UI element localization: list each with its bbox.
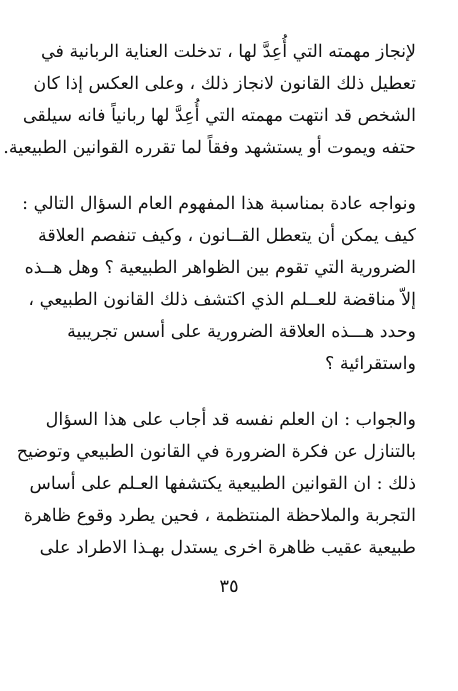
text-line: ذلك : ان القوانين الطبيعية يكتشفها العـلم على أساس — [29, 474, 416, 494]
text-line: حتفه ويموت أو يستشهد وفقاً لما تقرره القوانين الطبيعية. — [3, 138, 416, 158]
text-line: لإنجاز مهمته التي أُعِدَّ لها ، تدخلت العناية الربانية في — [40, 42, 416, 62]
text-line: ونواجه عادة بمناسبة هذا المفهوم العام السؤال التالي : — [22, 194, 416, 214]
text-line: الضرورية التي تقوم بين الظواهر الطبيعية ؟ وهل هــذه — [24, 258, 416, 278]
text-line: تعطيل ذلك القانون لانجاز ذلك ، وعلى العكس إذا كان — [33, 74, 416, 94]
text-line: واستقرائية ؟ — [324, 354, 416, 374]
text-line: طبيعية عقيب ظاهرة اخرى يستدل بهـذا الاطراد على — [39, 538, 416, 558]
text-line: والجواب : ان العلم نفسه قد أجاب على هذا السؤال — [45, 410, 416, 430]
text-line: إلاّ مناقضة للعــلم الذي اكتشف ذلك القانون الطبيعي ، — [28, 290, 416, 310]
text-line: التجربة والملاحظة المنتظمة ، فحين يطرد وقوع ظاهرة — [23, 506, 416, 526]
text-line: كيف يمكن أن يتعطل القــانون ، وكيف تنفصم العلاقة — [38, 226, 416, 246]
text-line: الشخص قد انتهت مهمته التي أُعِدَّ لها ربانياً فانه سيلقى — [22, 106, 416, 126]
text-line: بالتنازل عن فكرة الضرورة في القانون الطبيعي وتوضيح — [16, 442, 416, 462]
text-line: وحدد هـــذه العلاقة الضرورية على أسس تجريبية — [67, 322, 416, 342]
page-number: ٣٥ — [219, 576, 239, 597]
